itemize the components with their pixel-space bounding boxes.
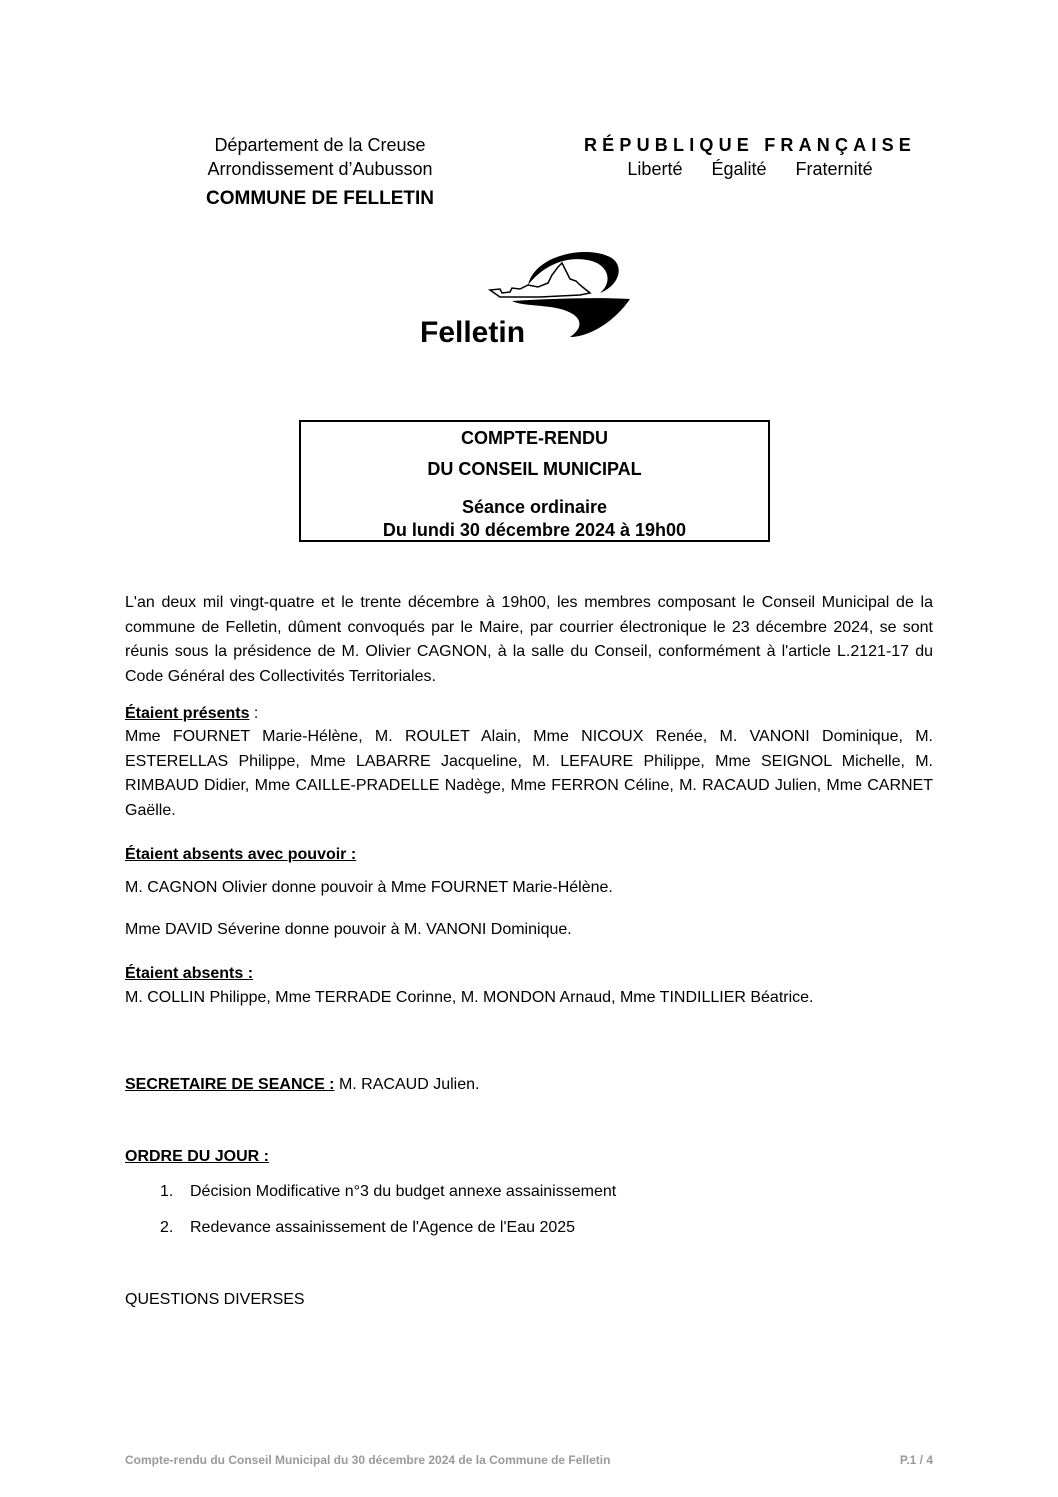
absents-label: Étaient absents : <box>125 965 254 982</box>
footer-text: Compte-rendu du Conseil Municipal du 30 décembre 2024 de la Commune de Felletin <box>125 1453 611 1467</box>
secretaire-line <box>125 1073 479 1097</box>
intro-paragraph: L'an deux mil vingt-quatre et le trente décembre à 19h00, les membres composant le Conseil Municipal de la commune de Felletin, dûment convoqués par le Maire, par courrier électronique le 23 décembre 2024, se sont réunis sous la présidence de M. Olivier CAGNON, à la salle du Conseil, conformément à l'article L.2121-17 du Code Général des Collectivités Territoriales. <box>125 594 933 685</box>
agenda-item-number: 1. <box>160 1183 174 1200</box>
title-line-4: Du lundi 30 décembre 2024 à 19h00 <box>382 520 687 540</box>
title-line-1: COMPTE-RENDU <box>461 428 608 448</box>
agenda-item-1 <box>160 1180 616 1204</box>
title-line-3: Séance ordinaire <box>461 497 608 517</box>
agenda-item-2 <box>160 1216 575 1240</box>
title-line-2: DU CONSEIL MUNICIPAL <box>427 459 642 479</box>
logo-graphic-icon <box>420 245 630 355</box>
department-label: Département de la Creuse <box>214 135 426 155</box>
absents-names: M. COLLIN Philippe, Mme TERRADE Corinne, M. MONDON Arnaud, Mme TINDILLIER Béatrice. <box>125 989 814 1006</box>
presents-suffix: : <box>249 705 259 722</box>
questions-diverses: QUESTIONS DIVERSES <box>125 1291 305 1308</box>
arrondissement-label: Arrondissement d’Aubusson <box>207 159 433 179</box>
agenda-item-text: Décision Modificative n°3 du budget annexe assainissement <box>190 1183 617 1200</box>
pouvoir-item-1: M. CAGNON Olivier donne pouvoir à Mme FOURNET Marie-Hélène. <box>125 879 613 896</box>
title-box <box>299 420 770 542</box>
page-number: P.1 / 4 <box>899 1453 933 1467</box>
republic-label: RÉPUBLIQUE FRANÇAISE <box>583 135 916 155</box>
header-left <box>150 133 490 211</box>
presents-names: Mme FOURNET Marie-Hélène, M. ROULET Alain, Mme NICOUX Renée, M. VANONI Dominique, M. ESTERELLAS Philippe, Mme LABARRE Jacqueline, M. LEFAURE Philippe, Mme SEIGNOL Michelle, M. RIMBAUD Didier, Mme CAILLE-PRADELLE Nadège, Mme FERRON Céline, M. RACAUD Julien, Mme CARNET Gaëlle. <box>125 728 933 819</box>
secretaire-value: M. RACAUD Julien. <box>334 1076 480 1093</box>
presents-heading <box>125 702 258 726</box>
motto-fraternite: Fraternité <box>795 159 873 179</box>
motto <box>540 157 960 181</box>
logo-text: Felletin <box>420 316 526 349</box>
motto-liberte: Liberté <box>627 159 683 179</box>
motto-egalite: Égalité <box>711 159 767 179</box>
felletin-logo <box>420 245 630 355</box>
commune-label: COMMUNE DE FELLETIN <box>206 188 434 209</box>
ordre-label: ORDRE DU JOUR : <box>125 1148 270 1165</box>
agenda-item-number: 2. <box>160 1219 174 1236</box>
presents-label: Étaient présents <box>125 705 250 722</box>
absents-pouvoir-label: Étaient absents avec pouvoir : <box>125 846 357 863</box>
page-footer <box>125 1453 933 1467</box>
header-right <box>540 133 960 181</box>
agenda-item-text: Redevance assainissement de l'Agence de l'Eau 2025 <box>190 1219 576 1236</box>
secretaire-label: SECRETAIRE DE SEANCE : <box>125 1076 335 1093</box>
pouvoir-item-2: Mme DAVID Séverine donne pouvoir à M. VANONI Dominique. <box>125 921 572 938</box>
